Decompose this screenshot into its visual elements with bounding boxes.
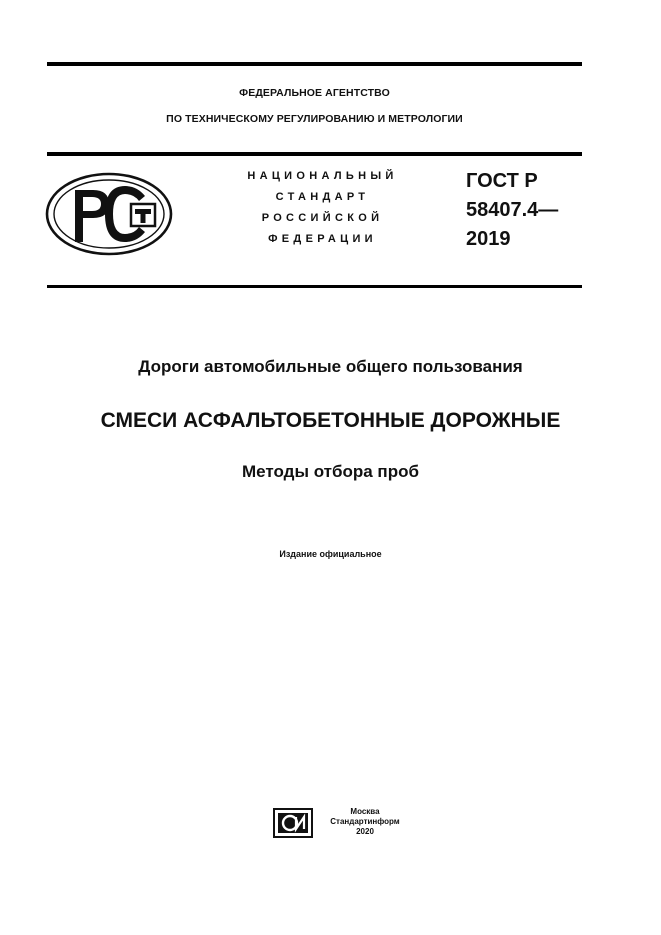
standard-type-line-1: НАЦИОНАЛЬНЫЙ <box>247 170 398 182</box>
publisher-year: 2020 <box>356 827 374 836</box>
publisher-info <box>318 807 412 837</box>
agency-line-2: ПО ТЕХНИЧЕСКОМУ РЕГУЛИРОВАНИЮ И МЕТРОЛОГИИ <box>166 113 463 125</box>
standard-type <box>205 166 440 250</box>
designation-line-1: ГОСТ Р <box>466 170 538 192</box>
edition-note: Издание официальное <box>279 549 382 559</box>
standard-type-line-4: ФЕДЕРАЦИИ <box>268 233 377 245</box>
top-rule <box>47 62 582 66</box>
title-main: СМЕСИ АСФАЛЬТОБЕТОННЫЕ ДОРОЖНЫЕ <box>100 409 561 432</box>
header-bottom-rule <box>47 285 582 288</box>
standard-type-line-2: СТАНДАРТ <box>275 191 370 203</box>
rst-certification-mark-icon <box>45 172 175 256</box>
title-sub: Методы отбора проб <box>242 462 419 481</box>
agency-line-1: ФЕДЕРАЛЬНОЕ АГЕНТСТВО <box>239 87 390 99</box>
standartinform-logo-icon <box>273 808 313 838</box>
publisher-name: Стандартинформ <box>330 817 400 826</box>
standard-designation <box>466 167 596 254</box>
publisher-city: Москва <box>350 807 380 816</box>
designation-line-3: 2019 <box>466 228 511 250</box>
designation-line-2: 58407.4— <box>466 199 559 221</box>
header-rule <box>47 152 582 156</box>
title-group: Дороги автомобильные общего пользования <box>138 357 523 376</box>
standard-type-line-3: РОССИЙСКОЙ <box>261 212 384 224</box>
